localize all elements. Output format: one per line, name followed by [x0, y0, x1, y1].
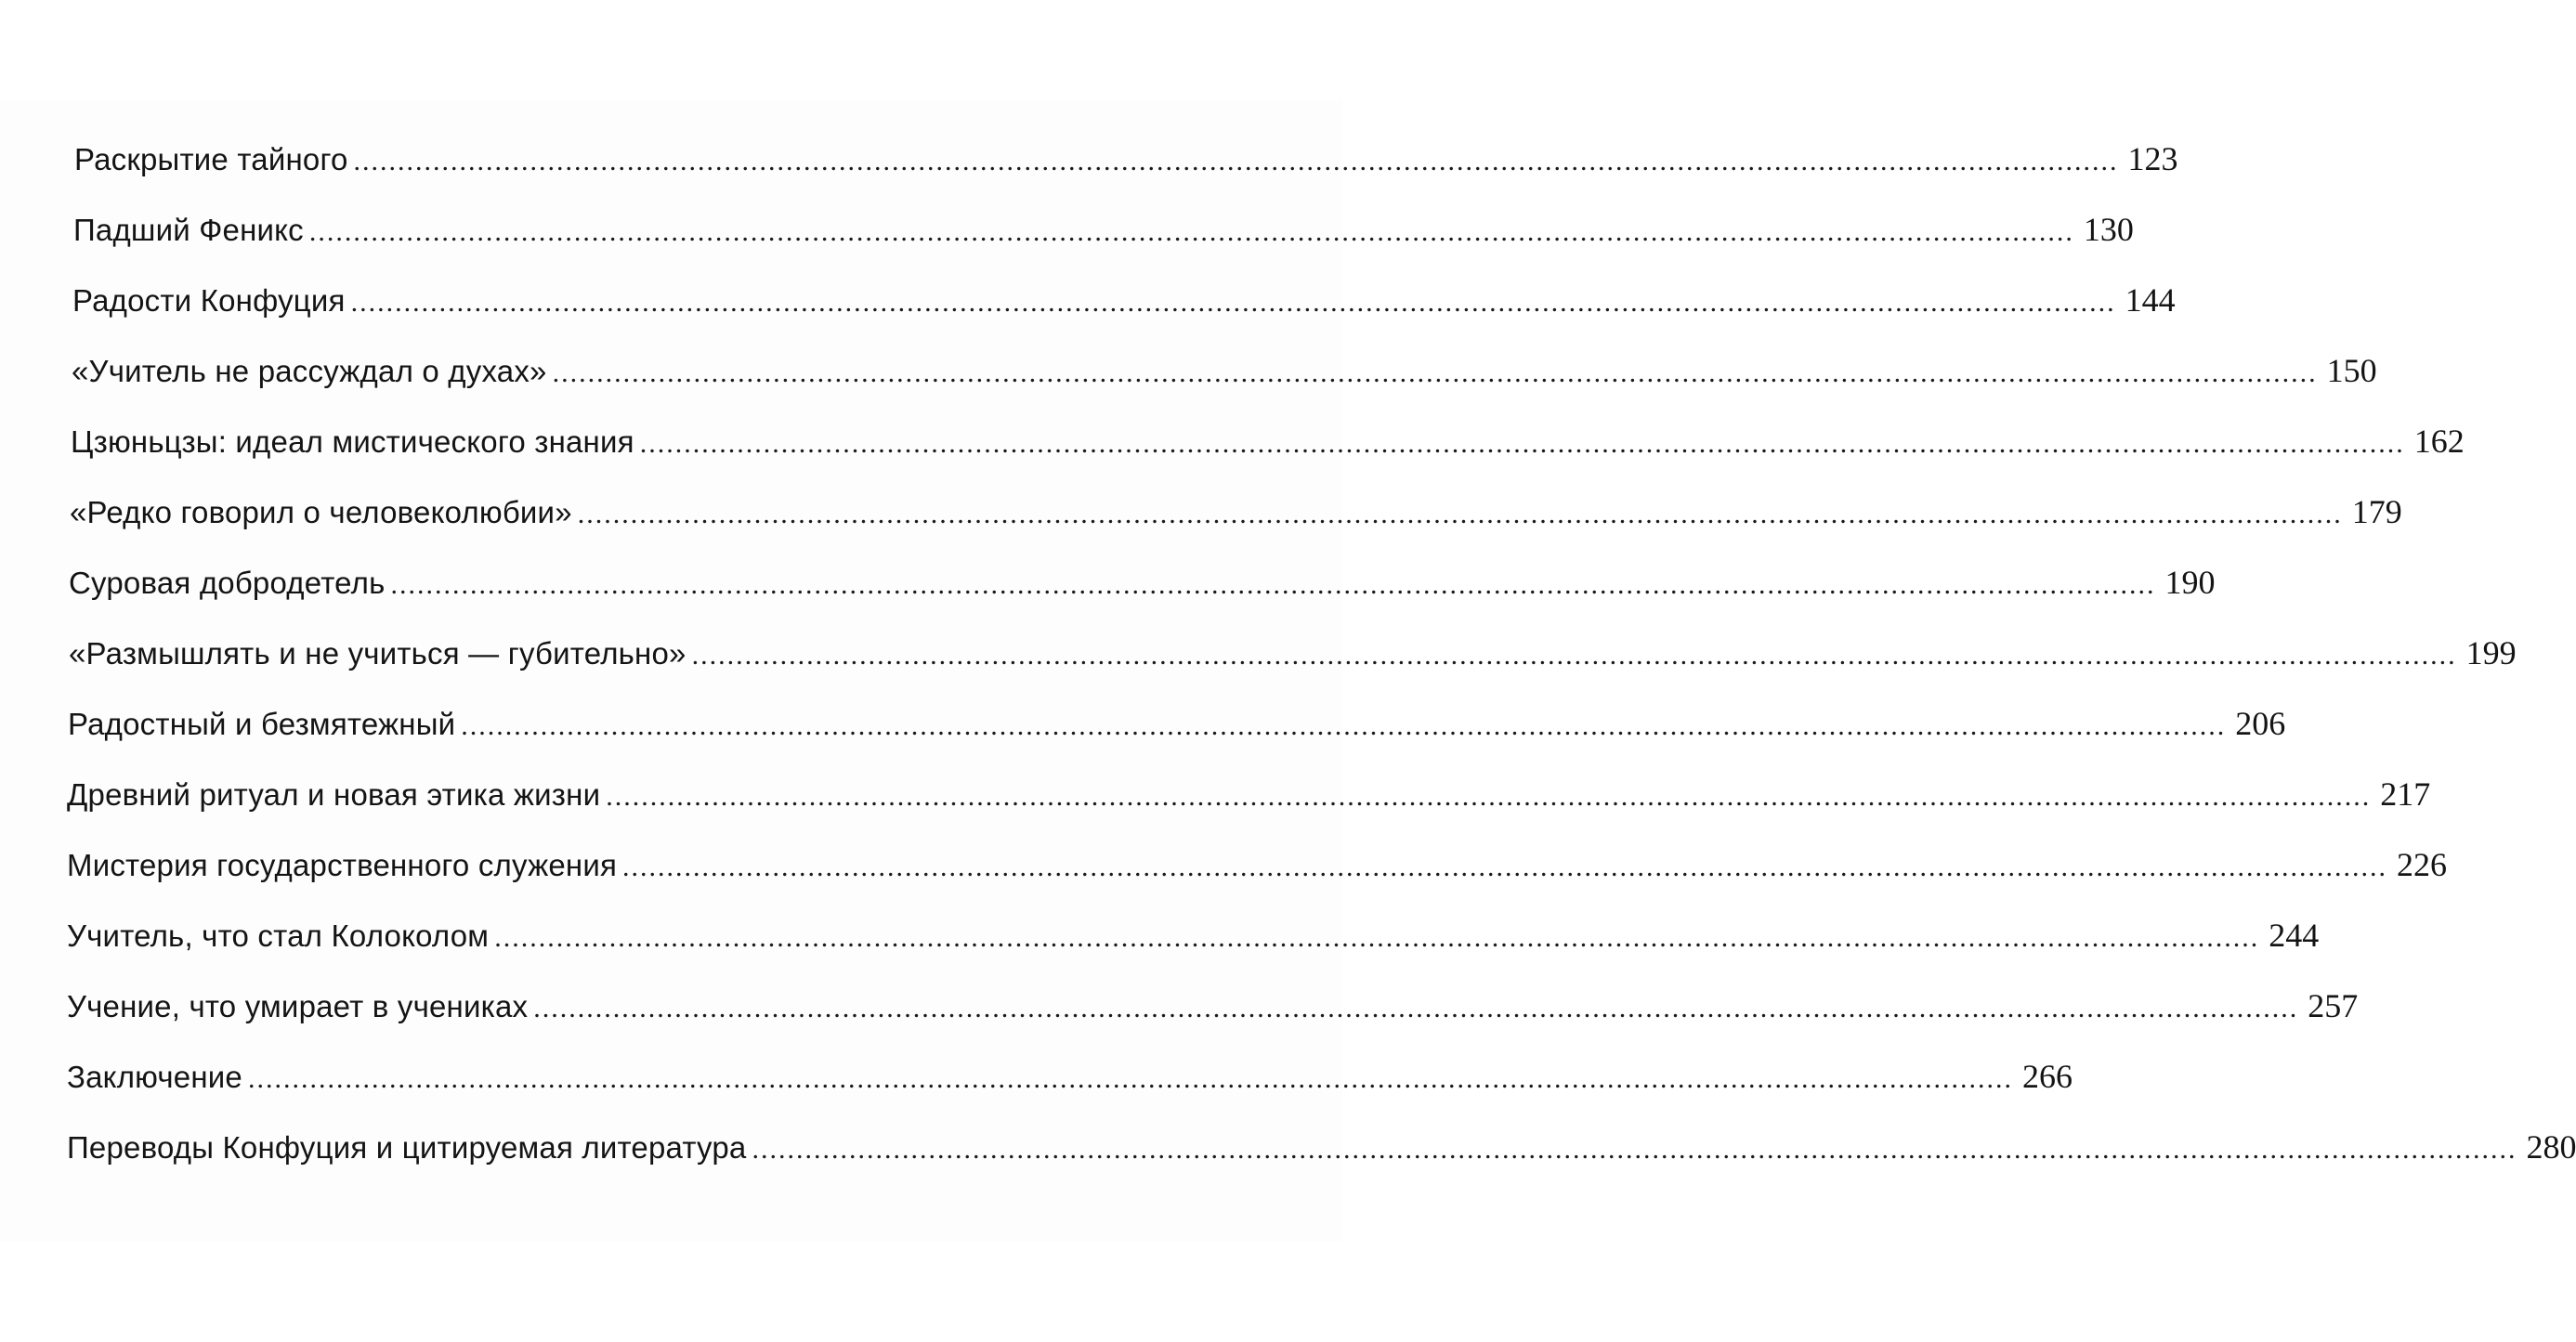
toc-entry-title: Падший Феникс — [73, 213, 304, 247]
toc-entry-title: Радости Конфуция — [72, 283, 346, 318]
toc-entry-title: Учение, что умирает в учениках — [67, 989, 529, 1023]
toc-entry-page: 190 — [2164, 564, 2216, 601]
toc-entry-page: 150 — [2326, 352, 2377, 389]
toc-entry-page: 244 — [2269, 917, 2320, 954]
toc-entry-page: 217 — [2380, 775, 2431, 813]
toc-entry — [71, 422, 2465, 468]
toc-entry — [67, 916, 2320, 962]
toc-entry-page: 162 — [2413, 423, 2465, 460]
toc-entry-title: Заключение — [67, 1060, 242, 1094]
toc-entry — [73, 210, 2134, 256]
toc-dot-leader: ........................................................................................................................................................................................................ — [494, 922, 2260, 953]
toc-entry — [69, 563, 2216, 609]
toc-entry — [72, 280, 2176, 327]
toc-dot-leader: ........................................................................................................................................................................................................ — [752, 1134, 2517, 1165]
toc-entry-page: 206 — [2235, 705, 2286, 742]
toc-dot-leader: ........................................................................................................................................................................................................ — [247, 1063, 2013, 1094]
toc-entry — [74, 139, 2178, 186]
toc-entry-title: «Редко говорил о человеколюбии» — [70, 495, 572, 529]
toc-entry-title: Радостный и безмятежный — [68, 707, 456, 741]
toc-entry-page: 199 — [2465, 634, 2517, 671]
toc-entry-title: Суровая добродетель — [69, 566, 386, 600]
toc-entry-page: 280 — [2526, 1128, 2576, 1166]
toc-entry-page: 257 — [2308, 987, 2359, 1024]
toc-entry-title: Древний ритуал и новая этика жизни — [67, 777, 601, 812]
toc-entry — [70, 492, 2402, 539]
toc-dot-leader: ........................................................................................................................................................................................................ — [691, 640, 2457, 671]
toc-entry — [69, 633, 2517, 680]
toc-entry-page: 130 — [2083, 211, 2134, 248]
toc-dot-leader: ........................................................................................................................................................................................................ — [552, 358, 2318, 388]
toc-entry-title: Переводы Конфуция и цитируемая литература — [67, 1130, 747, 1165]
toc-entry-page: 226 — [2397, 846, 2448, 883]
toc-dot-leader: ........................................................................................................................................................................................................ — [461, 710, 2227, 741]
toc-entry-title: Раскрытие тайного — [74, 142, 348, 176]
toc-entry-title: Учитель, что стал Колоколом — [67, 919, 490, 953]
toc-dot-leader: ........................................................................................................................................................................................................ — [577, 499, 2343, 529]
toc-entry — [72, 351, 2377, 397]
toc-entry — [67, 845, 2448, 892]
toc-entry — [67, 1057, 2073, 1103]
toc-entry-page: 144 — [2125, 281, 2176, 319]
toc-entry-page: 179 — [2351, 493, 2402, 530]
toc-dot-leader: ........................................................................................................................................................................................................ — [353, 146, 2119, 176]
toc-entry-title: «Учитель не рассуждал о духах» — [72, 354, 547, 388]
toc-dot-leader: ........................................................................................................................................................................................................ — [350, 287, 2116, 318]
toc-dot-leader: ........................................................................................................................................................................................................ — [606, 781, 2372, 812]
toc-entry-page: 123 — [2127, 140, 2178, 177]
toc-dot-leader: ........................................................................................................................................................................................................ — [390, 569, 2156, 600]
toc-entry — [68, 704, 2286, 750]
toc-entry-page: 266 — [2021, 1058, 2073, 1095]
toc-entry-title: Цзюньцзы: идеал мистического знания — [71, 424, 634, 459]
toc-dot-leader: ........................................................................................................................................................................................................ — [639, 428, 2405, 459]
toc-entry — [67, 1127, 2576, 1174]
toc-dot-leader: ........................................................................................................................................................................................................ — [308, 216, 2074, 247]
toc-entry-title: «Размышлять и не учиться — губительно» — [69, 636, 686, 671]
toc-dot-leader: ........................................................................................................................................................................................................ — [533, 993, 2299, 1023]
toc-entry — [67, 775, 2431, 821]
toc-dot-leader: ........................................................................................................................................................................................................ — [622, 852, 2388, 882]
toc-entry-title: Мистерия государственного служения — [67, 848, 618, 882]
toc-entry — [67, 986, 2359, 1033]
